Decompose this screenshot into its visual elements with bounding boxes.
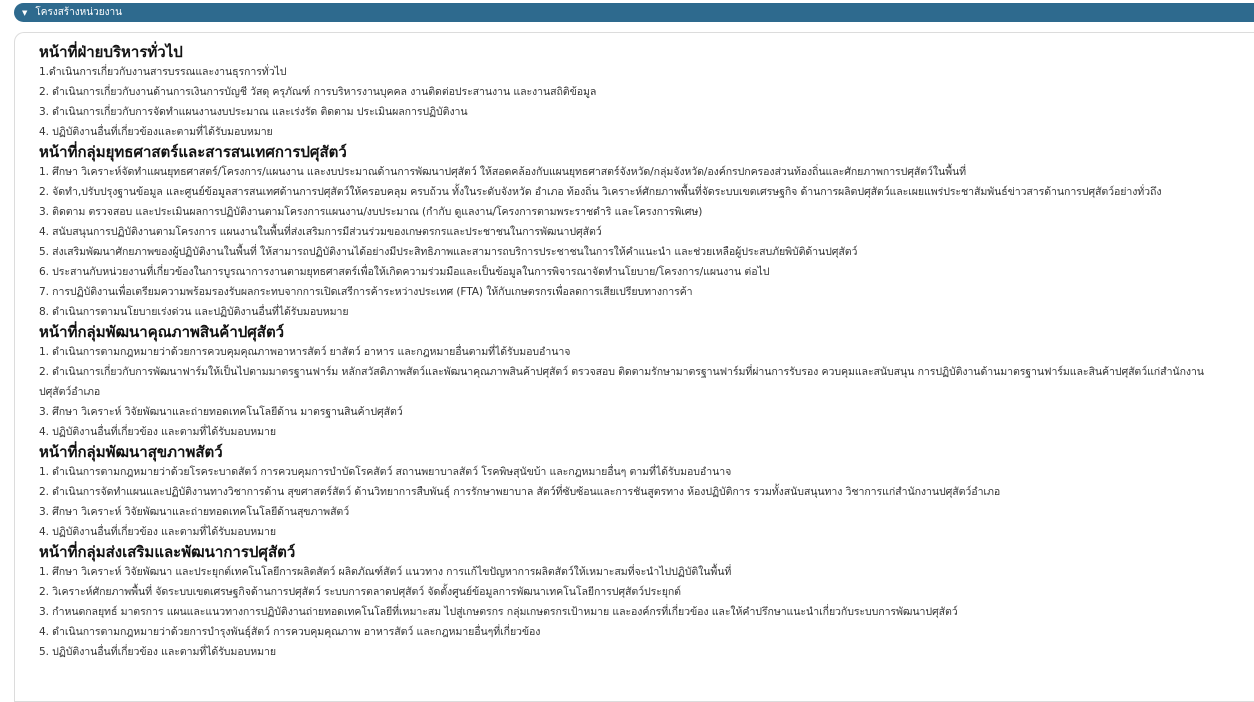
group-title: หน้าที่กลุ่มพัฒนาคุณภาพสินค้าปศุสัตว์ [39,323,285,341]
list-item: 1.ดำเนินการเกี่ยวกับงานสารบรรณและงานธุรการทั่วไป [39,66,287,78]
list-item: 6. ประสานกับหน่วยงานที่เกี่ยวข้องในการบูรณาการงานตามยุทธศาสตร์เพื่อให้เกิดความร่วมมือและเป็นข้อมูลในการพิจารณาจัดทำนโยบาย/โครงการ/แผนงาน ต่อไป [39,266,770,278]
list-item: 4. สนับสนุนการปฏิบัติงานตามโครงการ แผนงานในพื้นที่ส่งเสริมการมีส่วนร่วมของเกษตรกรและประชาชนในการพัฒนาปศุสัตว์ [39,226,602,238]
list-item: 5. ส่งเสริมพัฒนาศักยภาพของผู้ปฏิบัติงานในพื้นที่ ให้สามารถปฏิบัติงานได้อย่างมีประสิทธิภาพและสามารถบริการประชาชนในการให้คำแนะนำ และช่วยเหลือผู้ประสบภัยพิบัติด้านปศุสัตว์ [39,246,858,258]
list-item: 5. ปฏิบัติงานอื่นที่เกี่ยวข้อง และตามที่ได้รับมอบหมาย [39,646,276,658]
group-title: หน้าที่กลุ่มยุทธศาสตร์และสารสนเทศการปศุสัตว์ [39,143,347,161]
group-general-admin [39,42,1254,142]
group-product-quality [39,322,1254,442]
list-item: 2. ดำเนินการจัดทำแผนและปฏิบัติงานทางวิชาการด้าน สุขศาสตร์สัตว์ ด้านวิทยาการสืบพันธุ์ การรักษาพยาบาล สัตว์ที่ซับซ้อนและการชันสูตรทาง ห้องปฏิบัติการ รวมทั้งสนับสนุนทาง วิชาการแก่สำนักงานปศุสัตว์อำเภอ [39,486,1001,498]
list-item: 1. ศึกษา วิเคราะห์จัดทำแผนยุทธศาสตร์/โครงการ/แผนงาน และงบประมาณด้านการพัฒนาปศุสัตว์ ให้สอดคล้องกับแผนยุทธศาสตร์จังหวัด/กลุ่มจังหวัด/องค์กรปกครองส่วนท้องถิ่นและศักยภาพการปศุสัตว์ในพื้นที่ [39,166,966,178]
group-title: หน้าที่กลุ่มส่งเสริมและพัฒนาการปศุสัตว์ [39,543,296,561]
group-animal-health [39,442,1254,542]
section-title: โครงสร้างหน่วยงาน [35,7,122,18]
list-item: 1. ดำเนินการตามกฎหมายว่าด้วยการควบคุมคุณภาพอาหารสัตว์ ยาสัตว์ อาหาร และกฎหมายอื่นตามที่ได้รับมอบอำนาจ [39,346,571,358]
list-item: 3. ศึกษา วิเคราะห์ วิจัยพัฒนาและถ่ายทอดเทคโนโลยีด้านสุขภาพสัตว์ [39,506,350,518]
caret-down-icon[interactable]: ▼ [22,8,28,17]
list-item: 2. จัดทำ,ปรับปรุงฐานข้อมูล และศูนย์ข้อมูลสารสนเทศด้านการปศุสัตว์ให้ครอบคลุม ครบถ้วน ทั้งในระดับจังหวัด อำเภอ ท้องถิ่น วิเคราะห์ศักยภาพพื้นที่จัดระบบเขตเศรษฐกิจ ด้านการผลิตปศุสัตว์และเผยแพร่ประชาสัมพันธ์ข่าวสารด้านการปศุสัตว์อย่างทั่วถึง [39,186,1162,198]
list-item: 3. ติดตาม ตรวจสอบ และประเมินผลการปฏิบัติงานตามโครงการแผนงาน/งบประมาณ (กำกับ ดูแลงาน/โครงการตามพระราชดำริ และโครงการพิเศษ) [39,206,703,218]
list-item: 4. ปฏิบัติงานอื่นที่เกี่ยวข้องและตามที่ได้รับมอบหมาย [39,126,273,138]
list-item: 3. ดำเนินการเกี่ยวกับการจัดทำแผนงานงบประมาณ และเร่งรัด ติดตาม ประเมินผลการปฏิบัติงาน [39,106,468,118]
content-card [14,32,1254,702]
list-item: 3. ศึกษา วิเคราะห์ วิจัยพัฒนาและถ่ายทอดเทคโนโลยีด้าน มาตรฐานสินค้าปศุสัตว์ [39,406,403,418]
group-livestock-promotion [39,542,1254,662]
group-title: หน้าที่ฝ่ายบริหารทั่วไป [39,43,183,61]
list-item: 1. ดำเนินการตามกฎหมายว่าด้วยโรคระบาดสัตว์ การควบคุมการบำบัดโรคสัตว์ สถานพยาบาลสัตว์ โรคพิษสุนัขบ้า และกฎหมายอื่นๆ ตามที่ได้รับมอบอำนาจ [39,466,732,478]
group-title: หน้าที่กลุ่มพัฒนาสุขภาพสัตว์ [39,443,223,461]
list-item: 4. ดำเนินการตามกฎหมายว่าด้วยการบำรุงพันธุ์สัตว์ การควบคุมคุณภาพ อาหารสัตว์ และกฎหมายอื่นๆที่เกี่ยวข้อง [39,626,541,638]
list-item: 7. การปฏิบัติงานเพื่อเตรียมความพร้อมรองรับผลกระทบจากการเปิดเสรีการค้าระหว่างประเทศ (FTA) ให้กับเกษตรกรเพื่อลดการเสียเปรียบทางการค้า [39,286,693,298]
list-item: 4. ปฏิบัติงานอื่นที่เกี่ยวข้อง และตามที่ได้รับมอบหมาย [39,526,276,538]
list-item: 4. ปฏิบัติงานอื่นที่เกี่ยวข้อง และตามที่ได้รับมอบหมาย [39,426,276,438]
section-header-bar[interactable] [14,3,1254,22]
list-item: 1. ศึกษา วิเคราะห์ วิจัยพัฒนา และประยุกต์เทคโนโลยีการผลิตสัตว์ ผลิตภัณฑ์สัตว์ แนวทาง การแก้ไขปัญหาการผลิตสัตว์ให้เหมาะสมที่จะนำไปปฏิบัติในพื้นที่ [39,566,732,578]
list-item: 2. ดำเนินการเกี่ยวกับการพัฒนาฟาร์มให้เป็นไปตามมาตรฐานฟาร์ม หลักสวัสดิภาพสัตว์และพัฒนาคุณภาพสินค้าปศุสัตว์ ตรวจสอบ ติดตามรักษามาตรฐานฟาร์มที่ผ่านการรับรอง ควบคุมและสนับสนุน การปฏิบัติงานด้านมาตรฐานฟาร์มและสินค้าปศุสัตว์แก่สำนักงานปศุสัตว์อำเภอ [39,366,1204,398]
list-item: 2. วิเคราะห์ศักยภาพพื้นที่ จัดระบบเขตเศรษฐกิจด้านการปศุสัตว์ ระบบการตลาดปศุสัตว์ จัดตั้งศูนย์ข้อมูลการพัฒนาเทคโนโลยีการปศุสัตว์ประยุกต์ [39,586,681,598]
list-item: 8. ดำเนินการตามนโยบายเร่งด่วน และปฏิบัติงานอื่นที่ได้รับมอบหมาย [39,306,349,318]
list-item: 2. ดำเนินการเกี่ยวกับงานด้านการเงินการบัญชี วัสดุ ครุภัณฑ์ การบริหารงานบุคคล งานติดต่อประสานงาน และงานสถิติข้อมูล [39,86,597,98]
group-strategy-it [39,142,1254,322]
list-item: 3. กำหนดกลยุทธ์ มาตรการ แผนและแนวทางการปฏิบัติงานถ่ายทอดเทคโนโลยีที่เหมาะสม ไปสู่เกษตรกร กลุ่มเกษตรกรเป้าหมาย และองค์กรที่เกี่ยวข้อง และให้คำปรึกษาแนะนำเกี่ยวกับระบบการพัฒนาปศุสัตว์ [39,606,958,618]
